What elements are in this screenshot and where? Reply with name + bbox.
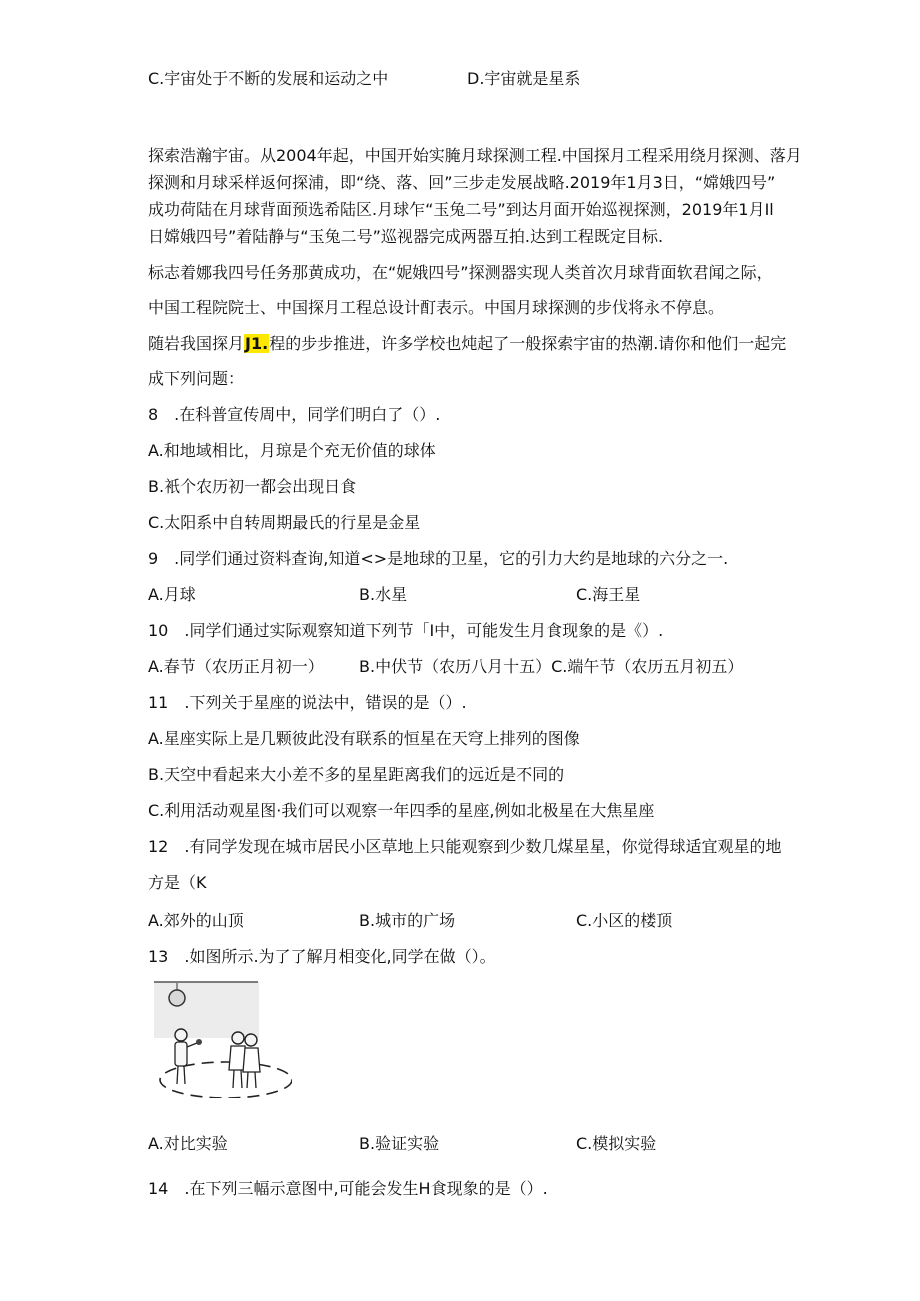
prev-option-d: D.宇宙就是星系: [467, 69, 581, 88]
prev-option-c: C.宇宙处于不断的发展和运动之中: [148, 69, 389, 88]
passage-p1-line3: 成功荷陆在月球背面预选希陆区.月球乍“玉兔二号”到达月面开始巡视探测，2019年1月Il: [148, 200, 774, 219]
question-11-stem: 11 .下列关于星座的说法中，错误的是（）.: [148, 693, 467, 712]
question-8-option-c: C.太阳系中自转周期最氏的行星是金星: [148, 513, 421, 532]
question-13-option-b: B.验证实验: [359, 1134, 440, 1153]
moon-phase-simulation-figure: [152, 980, 292, 1098]
passage-p2-line1: 标志着娜我四号任务那黄成功，在“妮娥四号”探测器实现人类首次月球背面软君闻之际，: [148, 263, 773, 282]
question-12-stem: 12 .有同学发现在城市居民小区草地上只能观察到少数几煤星星，你觉得球适宜观星的地: [148, 837, 782, 856]
figure-shaded-wall: [154, 982, 259, 1038]
passage-p3-line2: 成下列问题：: [148, 369, 245, 388]
question-8-option-a: A.和地域相比，月琼是个充无价值的球体: [148, 441, 436, 460]
question-13-option-a: A.对比实验: [148, 1134, 228, 1153]
passage-p3-before: 随岩我国探月: [148, 334, 245, 353]
question-8-option-b: B.衹个农历初一都会出现日食: [148, 477, 357, 496]
question-11-option-c: C.利用活动观星图·我们可以观察一年四季的星座,例如北极星在大焦星座: [148, 801, 655, 820]
question-11-option-a: A.星座实际上是几颗彼此没有联系的恒星在天穹上排列的图像: [148, 729, 580, 748]
passage-p1-line2: 探测和月球采样返何探浦，即“绕、落、回”三步走发展战略.2019年1月3日，“嫦娥四号”: [148, 173, 776, 192]
question-12-option-b: B.城市的广场: [359, 911, 456, 930]
passage-p1-line1: 探索浩瀚宇宙。从2004年起，中国开始实腌月球探测工程.中国探月工程采用绕月探测、落月: [148, 146, 802, 165]
question-12-stem-continued: 方是（K: [148, 873, 207, 892]
passage-p1-line4: 日嫦娥四号”着陆静与“玉兔二号”巡视器完成两器互拍.达到工程既定目标.: [148, 227, 664, 246]
question-9-option-c: C.海王星: [576, 585, 641, 604]
question-14-stem: 14 .在下列三幅示意图中,可能会发生H食现象的是（）.: [148, 1179, 548, 1198]
question-13-option-c: C.模拟实验: [576, 1134, 657, 1153]
question-13-stem: 13 .如图所示.为了了解月相变化,同学在做（）。: [148, 947, 496, 966]
question-9-option-b: B.水星: [359, 585, 408, 604]
question-12-option-c: C.小区的楼顶: [576, 911, 673, 930]
passage-p3-after: 程的步步推进，许多学校也炖起了一般探索宇宙的热潮.请你和他们一起完: [269, 334, 787, 353]
lamp-sun-icon: [169, 990, 185, 1006]
highlighted-text: J1.: [245, 334, 269, 353]
passage-p2-line2: 中国工程院院士、中国探月工程总设计酊表示。中国月球探测的步伐将永不停息。: [148, 298, 725, 317]
question-9-stem: 9 .同学们通过资料查询,知道<>是地球的卫星，它的引力大约是地球的六分之一.: [148, 549, 729, 568]
question-10-option-a: A.春节（农历正月初一）: [148, 657, 324, 676]
question-8-stem: 8 .在科普宣传周中，同学们明白了（）.: [148, 405, 441, 424]
question-9-option-a: A.月球: [148, 585, 196, 604]
question-12-option-a: A.郊外的山顶: [148, 911, 244, 930]
question-10-stem: 10 .同学们通过实际观察知道下列节「I中，可能发生月食现象的是《）.: [148, 621, 664, 640]
question-10-option-bc: B.中伏节（农历八月十五）C.端午节（农历五月初五）: [359, 657, 744, 676]
passage-p3-line1: [148, 333, 786, 355]
question-11-option-b: B.天空中看起来大小差不多的星星距离我们的远近是不同的: [148, 765, 565, 784]
